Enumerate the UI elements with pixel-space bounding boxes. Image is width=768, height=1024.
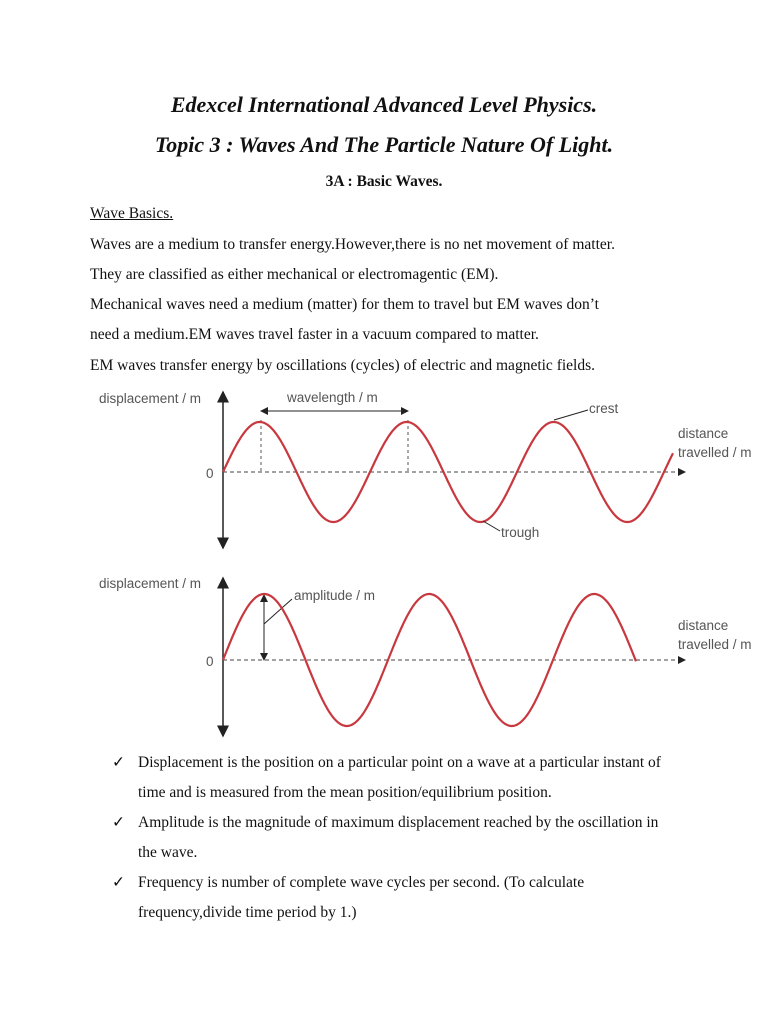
- check-icon: ✓: [112, 874, 125, 891]
- subtopic-heading: 3A : Basic Waves.: [325, 173, 443, 190]
- bullet-text: Frequency is number of complete wave cycles per second. (To calculate frequency,divide time period by 1.): [138, 874, 585, 921]
- paragraph-line: They are classified as either mechanical or electromagentic (EM).: [90, 266, 499, 283]
- paragraph-line: EM waves transfer energy by oscillations (cycles) of electric and magnetic fields.: [90, 357, 595, 374]
- x-axis-label: distance: [678, 618, 729, 633]
- amplitude-label: amplitude / m: [294, 588, 376, 603]
- x-axis-label: travelled / m: [678, 637, 752, 652]
- origin-label: 0: [206, 654, 214, 669]
- check-icon: ✓: [112, 754, 125, 771]
- paragraph-line: Waves are a medium to transfer energy.However,there is no net movement of matter.: [90, 236, 615, 253]
- bullet-item: [112, 808, 672, 868]
- y-axis-label: displacement / m: [99, 576, 202, 591]
- crest-label: crest: [589, 401, 619, 416]
- document-title: Edexcel International Advanced Level Physics.: [170, 92, 598, 117]
- amplitude-diagram: [80, 566, 768, 746]
- section-heading: Wave Basics.: [90, 205, 174, 222]
- check-icon: ✓: [112, 814, 125, 831]
- paragraph-line: need a medium.EM waves travel faster in a vacuum compared to matter.: [90, 326, 539, 343]
- origin-label: 0: [206, 466, 214, 481]
- bullet-text: Displacement is the position on a particular point on a wave at a particular instant of time and is measured from the mean position/equilibrium position.: [138, 754, 661, 801]
- x-axis-label: distance: [678, 426, 729, 441]
- x-axis-label: travelled / m: [678, 445, 752, 460]
- bullet-text: Amplitude is the magnitude of maximum displacement reached by the oscillation in the wave.: [138, 814, 659, 861]
- wavelength-label: wavelength / m: [287, 390, 378, 405]
- bullet-item: [112, 748, 672, 808]
- y-axis-label: displacement / m: [99, 391, 202, 406]
- trough-pointer: [483, 521, 500, 531]
- crest-pointer: [554, 410, 588, 420]
- topic-title: Topic 3 : Waves And The Particle Nature Of Light.: [154, 132, 614, 157]
- wavelength-diagram: [80, 380, 768, 560]
- paragraph-line: Mechanical waves need a medium (matter) for them to travel but EM waves don’t: [90, 296, 599, 313]
- trough-label: trough: [501, 525, 540, 540]
- bullet-item: [112, 868, 672, 928]
